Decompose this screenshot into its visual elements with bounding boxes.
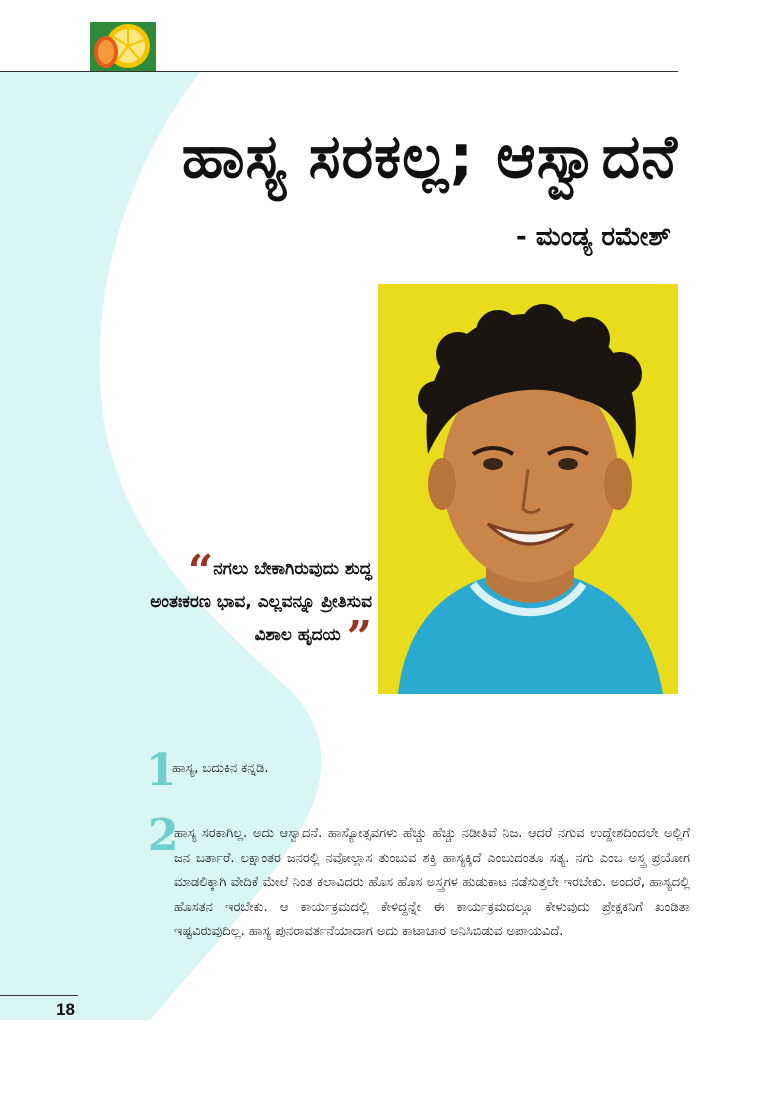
magazine-logo (90, 22, 156, 72)
pull-quote (140, 546, 372, 663)
open-quote-mark: “ (187, 546, 214, 597)
article-author: - ಮಂಡ್ಯ ರಮೇಶ್ (516, 222, 671, 252)
numbered-paragraph (148, 810, 690, 945)
author-portrait (378, 284, 678, 694)
paragraph-text: ಹಾಸ್ಯ, ಬದುಕಿನ ಕನ್ನಡಿ. (172, 761, 269, 776)
numbered-paragraph (146, 745, 672, 796)
paragraph-number: 1 (146, 745, 177, 796)
citrus-slice-icon (90, 22, 156, 72)
header-rule (0, 71, 678, 72)
portrait-illustration (378, 284, 678, 694)
page-number: 18 (56, 1000, 75, 1019)
pull-quote-text: ನಗಲು ಬೇಕಾಗಿರುವುದು ಶುದ್ಧ ಅಂತಃಕರಣ ಭಾವ, ಎಲ್ಲವನ್ನೂ ಪ್ರೀತಿಸುವ ವಿಶಾಲ ಹೃದಯ (150, 559, 372, 645)
footer-rule (0, 995, 78, 996)
article-title: ಹಾಸ್ಯ ಸರಕಲ್ಲ; ಆಸ್ವಾದನೆ (181, 122, 678, 192)
paragraph-text: ಹಾಸ್ಯ ಸರಕಾಗಿಲ್ಲ. ಅದು ಆಸ್ವಾದನೆ. ಹಾಸ್ಯೋತ್ಸವಗಳು ಹೆಚ್ಚು ಹೆಚ್ಚು ನಡೀತಿವೆ ನಿಜ. ಆದರೆ ನಗುವ ಉದ್ದೇಶದಿಂದಲೇ ಅಲ್ಲಿಗೆ ಜನ ಬರ್ತಾರೆ. ಲಕ್ಷಾಂತರ ಜನರಲ್ಲಿ ನವೋಲ್ಲಾಸ ತುಂಬುವ ಶಕ್ತಿ ಹಾಸ್ಯಕ್ಕಿದೆ ಎಂಬುದಂತೂ ಸತ್ಯ. ನಗು ಎಂಬ ಅಸ್ತ್ರ ಪ್ರಯೋಗ ಮಾಡಲಿಕ್ಕಾಗಿ ವೇದಿಕೆ ಮೇಲೆ ನಿಂತ ಕಲಾವಿದರು ಹೊಸ ಹೊಸ ಅಸ್ತ್ರಗಳ ಹುಡುಕಾಟ ನಡೆಸುತ್ತಲೇ ಇರಬೇಕು. ಅಂದರೆ, ಹಾಸ್ಯದಲ್ಲಿ ಹೊಸತನ ಇರಬೇಕು. ಆ ಕಾರ್ಯಕ್ರಮದಲ್ಲಿ ಕೇಳಿದ್ದನ್ನೇ ಈ ಕಾರ್ಯಕ್ರಮದಲ್ಲೂ ಕೇಳುವುದು ಪ್ರೇಕ್ಷಕನಿಗೆ ಖಂಡಿತಾ ಇಷ್ಟವಿರುವುದಿಲ್ಲ. ಹಾಸ್ಯ ಪುನರಾವರ್ತನೆಯಾದಾಗ ಅದು ಕಾಟಾಚಾರ ಅನಿಸಿಬಿಡುವ ಅಪಾಯವಿದೆ. (174, 826, 690, 939)
paragraph-number: 2 (148, 810, 179, 861)
close-quote-mark: ” (346, 612, 372, 663)
